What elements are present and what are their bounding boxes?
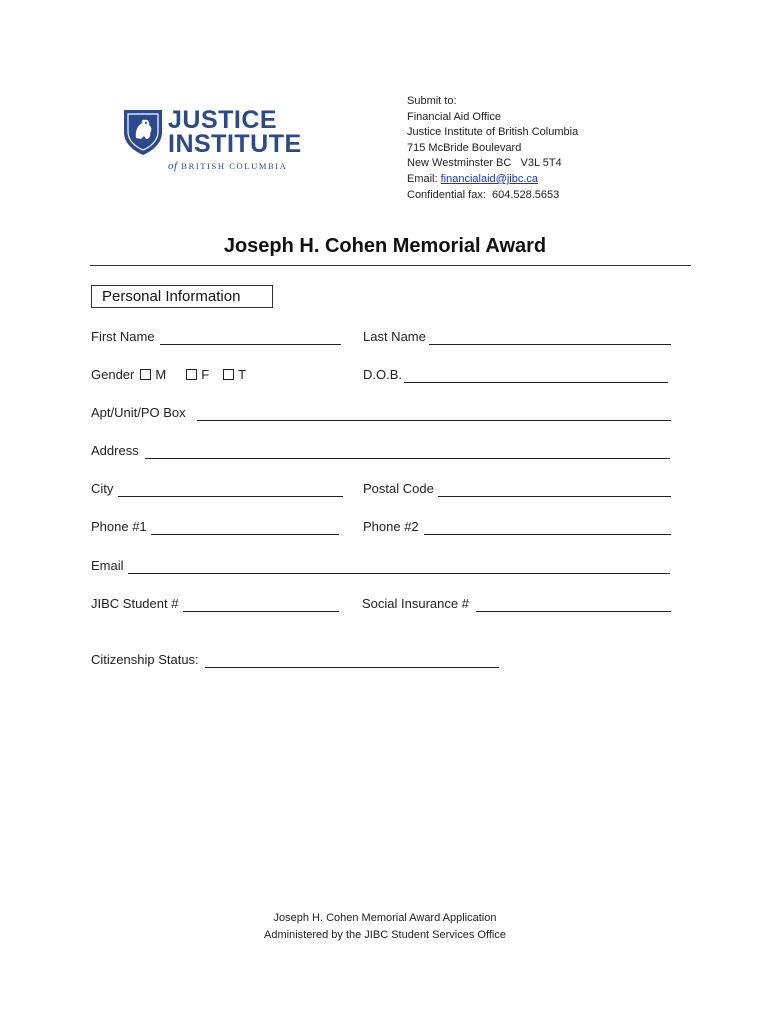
logo-text-of: of bbox=[168, 160, 178, 172]
student-number-field[interactable] bbox=[183, 611, 339, 612]
gender-m-checkbox[interactable] bbox=[140, 369, 151, 380]
city-label: City bbox=[91, 481, 114, 496]
gender-row bbox=[91, 367, 246, 382]
submit-to-block bbox=[407, 94, 578, 203]
gender-t-label: T bbox=[238, 367, 247, 382]
phone1-field[interactable] bbox=[151, 534, 339, 535]
email-field[interactable] bbox=[128, 573, 670, 574]
logo-text-british-columbia: BRITISH COLUMBIA bbox=[181, 161, 288, 171]
logo-text-justice: JUSTICE bbox=[168, 106, 278, 134]
gender-f-checkbox[interactable] bbox=[186, 369, 197, 380]
logo-text-bc bbox=[168, 160, 287, 172]
submit-email-link[interactable]: financialaid@jibc.ca bbox=[440, 172, 539, 185]
jibc-logo bbox=[122, 106, 312, 176]
phone1-label: Phone #1 bbox=[91, 519, 147, 534]
last-name-field[interactable] bbox=[429, 344, 671, 345]
student-number-label: JIBC Student # bbox=[91, 596, 179, 611]
sin-label: Social Insurance # bbox=[362, 596, 469, 611]
footer-line1: Joseph H. Cohen Memorial Award Application bbox=[273, 912, 497, 924]
phone2-label: Phone #2 bbox=[363, 519, 419, 534]
logo-text-institute: INSTITUTE bbox=[168, 130, 302, 158]
address-field[interactable] bbox=[145, 458, 670, 459]
citizenship-field[interactable] bbox=[205, 667, 499, 668]
phone2-field[interactable] bbox=[424, 534, 671, 535]
first-name-field[interactable] bbox=[160, 344, 341, 345]
submit-street: 715 McBride Boulevard bbox=[407, 141, 522, 154]
citizenship-label: Citizenship Status: bbox=[91, 652, 199, 667]
section-header-personal-information: Personal Information bbox=[91, 285, 273, 308]
apt-label: Apt/Unit/PO Box bbox=[91, 405, 186, 420]
sin-field[interactable] bbox=[476, 611, 671, 612]
address-label: Address bbox=[91, 443, 139, 458]
page-title: Joseph H. Cohen Memorial Award bbox=[223, 235, 547, 257]
lion-shield-icon bbox=[122, 106, 164, 156]
last-name-label: Last Name bbox=[363, 329, 426, 344]
submit-city: New Westminster BC V3L 5T4 bbox=[407, 157, 562, 170]
postal-code-label: Postal Code bbox=[363, 481, 434, 496]
submit-institution: Justice Institute of British Columbia bbox=[407, 126, 579, 139]
gender-t-checkbox[interactable] bbox=[223, 369, 234, 380]
title-divider bbox=[90, 265, 691, 266]
first-name-label: First Name bbox=[91, 329, 155, 344]
footer bbox=[0, 910, 770, 944]
city-field[interactable] bbox=[118, 496, 343, 497]
dob-label: D.O.B. bbox=[363, 367, 403, 382]
email-label: Email bbox=[91, 558, 124, 573]
gender-f-label: F bbox=[201, 367, 210, 382]
postal-code-field[interactable] bbox=[438, 496, 671, 497]
submit-fax: Confidential fax: 604.528.5653 bbox=[407, 188, 560, 201]
submit-heading: Submit to: bbox=[407, 95, 457, 107]
submit-office: Financial Aid Office bbox=[407, 110, 501, 123]
gender-m-label: M bbox=[155, 367, 167, 382]
gender-label: Gender bbox=[91, 367, 135, 382]
submit-email-row bbox=[407, 172, 578, 188]
apt-field[interactable] bbox=[197, 420, 671, 421]
footer-line2: Administered by the JIBC Student Services Office bbox=[264, 929, 506, 941]
dob-field[interactable] bbox=[404, 382, 668, 383]
submit-email-label: Email: bbox=[407, 172, 438, 185]
